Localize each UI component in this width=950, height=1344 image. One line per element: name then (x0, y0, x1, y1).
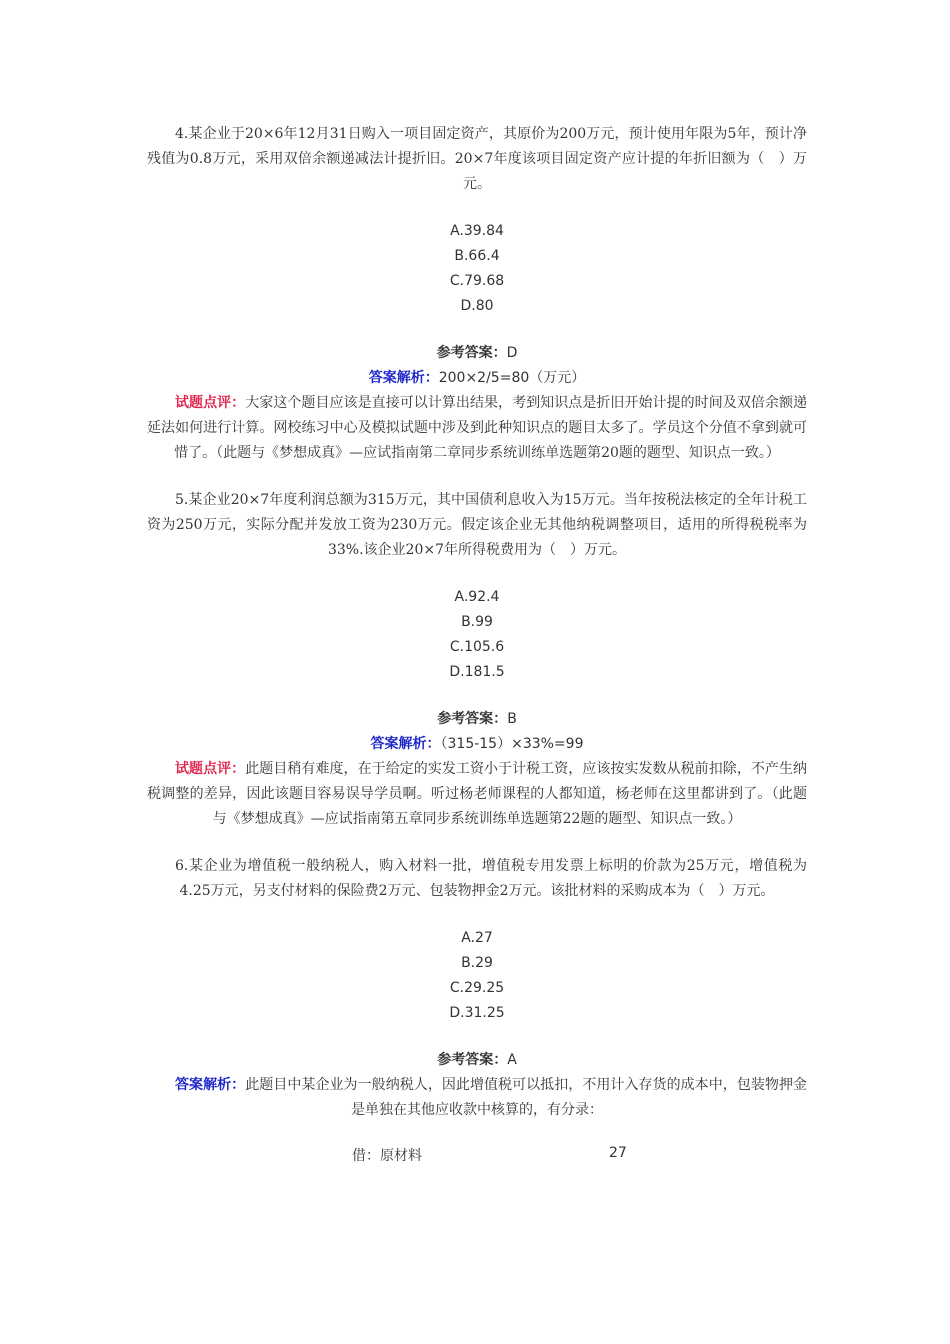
q4-comment-text: 大家这个题目应该是直接可以计算出结果，考到知识点是折旧开始计提的时间及双倍余额递延法如何进行计算。网校练习中心及模拟试题中涉及到此种知识点的题目太多了。学员这个分值不拿到就可惜了。（此题与《梦想成真》—应试指南第二章同步系统训练单选题第20题的题型、知识点一致。） (147, 395, 808, 461)
q5-analysis (147, 732, 807, 757)
q6-answer-value: A (507, 1052, 517, 1068)
q4-analysis-text: 200×2/5=80（万元） (438, 370, 586, 386)
q6-analysis-text: 此题目中某企业为一般纳税人，因此增值税可以抵扣，不用计入存货的成本中，包装物押金是单独在其他应收款中核算的，有分录： (245, 1077, 808, 1118)
q6-analysis (147, 1073, 807, 1123)
question-4-text: 4.某企业于20×6年12月31日购入一项目固定资产，其原价为200万元，预计使用年限为5年，预计净残值为0.8万元，采用双倍余额递减法计提折旧。20×7年度该项目固定资产应计提的年折旧额为（ ）万元。 (147, 126, 807, 192)
q6-analysis-label: 答案解析： (175, 1077, 246, 1093)
q5-option-a: A.92.4 (454, 589, 500, 605)
q4-analysis (147, 366, 807, 391)
q4-analysis-label: 答案解析： (368, 370, 439, 386)
q6-option-b: B.29 (461, 955, 493, 971)
q5-comment (147, 757, 807, 832)
q4-option-a: A.39.84 (450, 223, 504, 239)
q5-answer-label: 参考答案： (437, 711, 508, 727)
q4-answer-label: 参考答案： (436, 345, 507, 361)
q4-answer-value: D (506, 345, 518, 361)
q5-comment-text: 此题目稍有难度，在于给定的实发工资小于计税工资，应该按实发数从税前扣除，不产生纳税调整的差异，因此该题目容易误导学员啊。听过杨老师课程的人都知道，杨老师在这里都讲到了。（此题与《梦想成真》—应试指南第五章同步系统训练单选题第22题的题型、知识点一致。） (147, 761, 808, 827)
q4-option-b: B.66.4 (454, 248, 500, 264)
journal-entry-debit (147, 1145, 807, 1170)
q5-option-b: B.99 (461, 614, 493, 630)
q4-comment-label: 试题点评： (175, 395, 246, 411)
q6-option-c: C.29.25 (449, 980, 505, 996)
question-5-text: 5.某企业20×7年度利润总额为315万元，其中国债利息收入为15万元。当年按税法核定的全年计税工资为250万元，实际分配并发放工资为230万元。假定该企业无其他纳税调整项目，适用的所得税税率为33%.该企业20×7年所得税费用为（ ）万元。 (147, 492, 807, 558)
q5-answer (147, 707, 807, 732)
q5-option-d: D.181.5 (449, 664, 505, 680)
q6-answer-label: 参考答案： (437, 1052, 508, 1068)
q4-option-c: C.79.68 (449, 273, 505, 289)
journal-entry-account: 借：原材料 (352, 1148, 422, 1164)
q5-analysis-text: （315-15）×33%=99 (440, 736, 584, 752)
q6-answer (147, 1048, 807, 1073)
document-page (147, 122, 807, 1170)
q5-answer-value: B (507, 711, 517, 727)
question-6-text: 6.某企业为增值税一般纳税人，购入材料一批，增值税专用发票上标明的价款为25万元，增值税为4.25万元，另支付材料的保险费2万元、包装物押金2万元。该批材料的采购成本为（ ）万元。 (175, 858, 807, 899)
q4-comment (147, 391, 807, 466)
journal-entry-amount: 27 (609, 1145, 627, 1161)
q5-option-c: C.105.6 (449, 639, 505, 655)
q4-answer (147, 341, 807, 366)
q6-option-a: A.27 (461, 930, 493, 946)
q6-option-d: D.31.25 (449, 1005, 505, 1021)
q5-comment-label: 试题点评： (175, 761, 246, 777)
q4-option-d: D.80 (460, 298, 494, 314)
q5-analysis-label: 答案解析： (370, 736, 441, 752)
